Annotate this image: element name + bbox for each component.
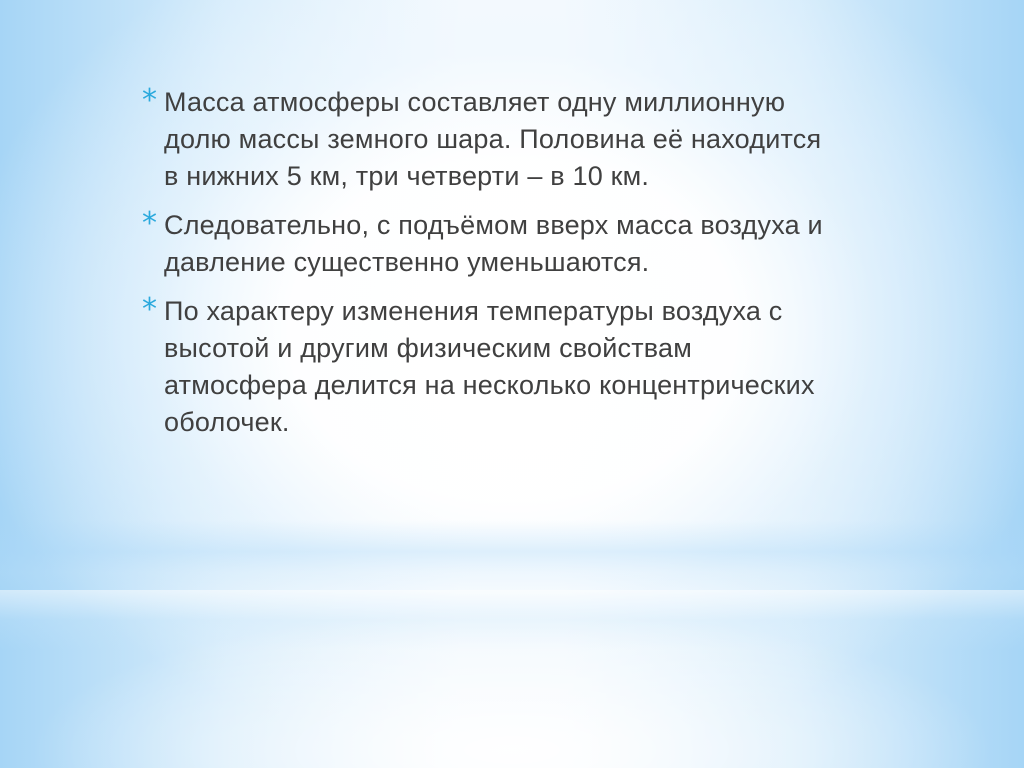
bullet-item <box>142 207 842 281</box>
asterisk-bullet-icon: * <box>142 206 157 241</box>
bullet-item <box>142 84 842 195</box>
asterisk-bullet-icon: * <box>142 292 157 327</box>
slide-body-text <box>142 84 842 453</box>
bullet-text: Следовательно, с подъёмом вверх масса воздуха и давление существенно уменьшаются. <box>164 210 823 277</box>
background-light-band <box>0 520 1024 590</box>
asterisk-bullet-icon: * <box>142 83 157 118</box>
bullet-item <box>142 293 842 441</box>
bullet-text: Масса атмосферы составляет одну миллионную долю массы земного шара. Половина её находится в нижних 5 км, три четверти – в 10 км. <box>164 87 822 191</box>
background-light-band-lower <box>0 590 1024 650</box>
background-bottom-glow <box>0 600 1024 768</box>
bullet-text: По характеру изменения температуры воздуха с высотой и другим физическим свойствам атмосфера делится на несколько концентрических оболочек. <box>164 296 815 437</box>
